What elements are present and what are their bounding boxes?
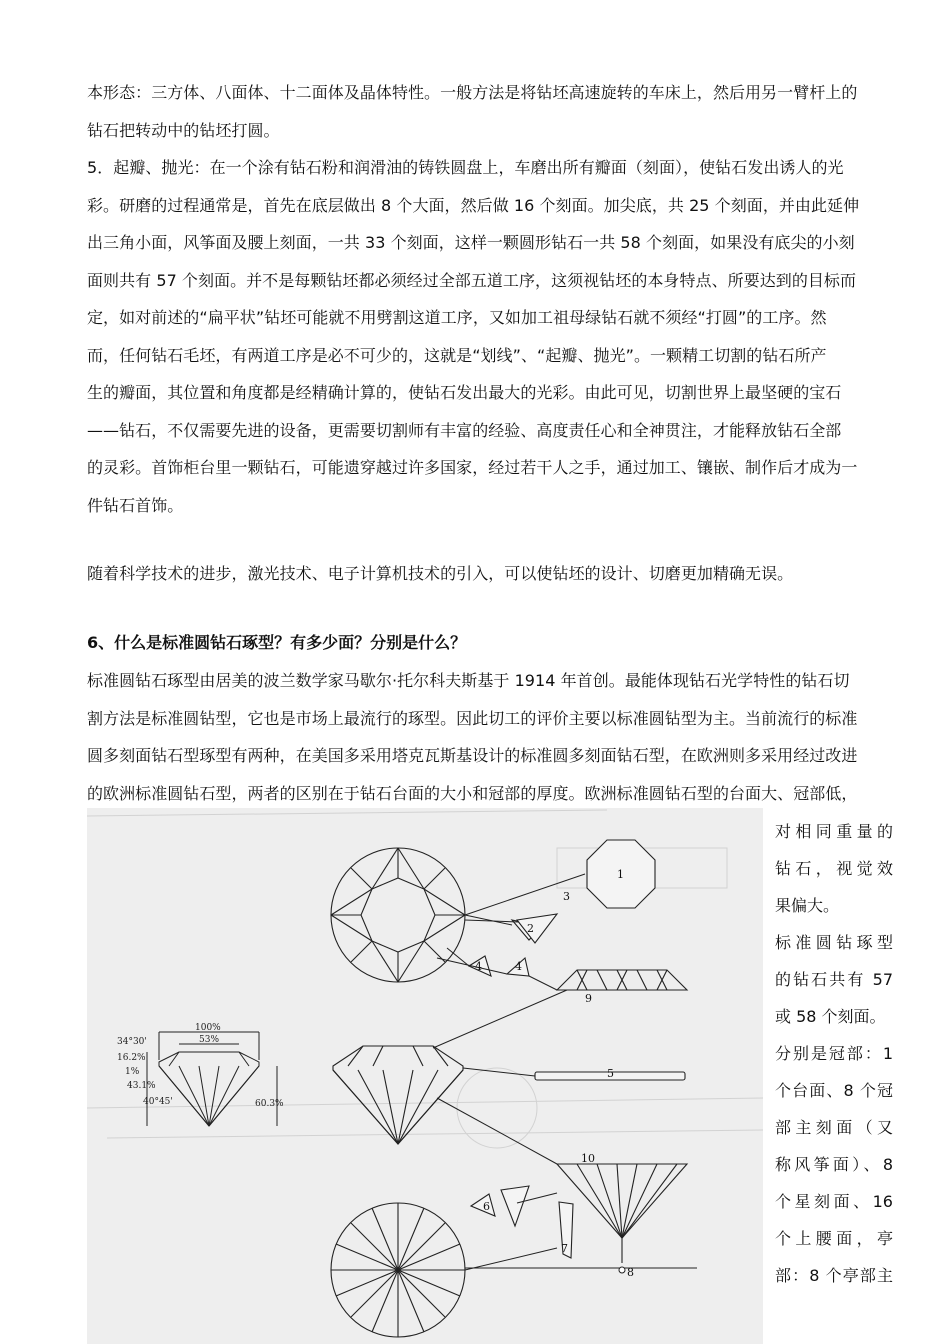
text-line: 果偏大。 xyxy=(775,896,840,915)
text-line: ——钻石，不仅需要先进的设备，更需要切割师有丰富的经验、高度责任心和全神贯注，才能释放钻石全部 xyxy=(87,420,842,440)
text-line: 称风筝面）、8 xyxy=(775,1155,893,1174)
label-step-4a: 4 xyxy=(475,960,482,973)
text-line: 个上腰面，亭 xyxy=(775,1229,893,1248)
label-crown-height: 16.2% xyxy=(117,1053,146,1063)
side-text-column xyxy=(775,813,893,1294)
label-crown-angle: 34°30' xyxy=(117,1037,147,1047)
label-step-4b: 4 xyxy=(515,960,522,973)
text-line: 而，任何钻石毛坯，有两道工序是必不可少的，这就是“划线”、“起瓣、抛光”。一颗精工切割的钻石所产 xyxy=(87,345,827,365)
text-line: 分别是冠部：1 xyxy=(775,1044,893,1063)
label-step-10: 10 xyxy=(581,1152,595,1165)
text-line: 部主刻面（又 xyxy=(775,1118,893,1137)
diamond-cut-figure xyxy=(87,808,763,1344)
text-line: 出三角小面，风筝面及腰上刻面，一共 33 个刻面，这样一颗圆形钻石一共 58 个刻面，如果没有底尖的小刻 xyxy=(87,233,855,252)
text-line: 面则共有 57 个刻面。并不是每颗钻坯都必须经过全部五道工序，这须视钻坯的本身特点、所要达到的目标而 xyxy=(87,270,857,290)
text-line: 圆多刻面钻石型琢型有两种，在美国多采用塔克瓦斯基设计的标准圆多刻面钻石型，在欧洲则多采用经过改进 xyxy=(87,746,858,765)
section-heading: 6、什么是标准圆钻石琢型？有多少面？分别是什么？ xyxy=(87,633,467,652)
culet-point xyxy=(619,1267,625,1273)
text-line: 5．起瓣、抛光：在一个涂有钻石粉和润滑油的铸铁圆盘上，车磨出所有瓣面（刻面），使钻石发出诱人的光 xyxy=(87,158,844,177)
label-step-1: 1 xyxy=(617,868,624,881)
text-line: 件钻石首饰。 xyxy=(87,495,184,515)
label-step-8: 8 xyxy=(627,1266,634,1279)
text-line: 钻石，视觉效 xyxy=(775,859,893,878)
text-line: 彩。研磨的过程通常是，首先在底层做出 8 个大面，然后做 16 个刻面。加尖底，共 25 个刻面，并由此延伸 xyxy=(87,195,860,215)
label-step-2: 2 xyxy=(527,922,534,935)
text-line: 随着科学技术的进步，激光技术、电子计算机技术的引入，可以使钻坯的设计、切磨更加精确无误。 xyxy=(87,564,794,583)
text-line: 标准圆钻琢型 xyxy=(775,933,893,952)
label-step-3: 3 xyxy=(563,890,570,903)
text-line: 生的瓣面，其位置和角度都是经精确计算的，使钻石发出最大的光彩。由此可见，切割世界上最坚硬的宝石 xyxy=(87,383,842,402)
text-line: 的欧洲标准圆钻石型，两者的区别在于钻石台面的大小和冠部的厚度。欧洲标准圆钻石型的台面大、冠部低， xyxy=(87,783,858,803)
label-total-percent: 60.3% xyxy=(255,1099,284,1109)
text-line: 对相同重量的 xyxy=(775,822,893,841)
label-total-depth: 100% xyxy=(195,1023,221,1033)
label-step-5: 5 xyxy=(607,1067,614,1080)
text-line: 钻石把转动中的钻坯打圆。 xyxy=(87,120,280,140)
text-line: 的灵彩。首饰柜台里一颗钻石，可能遗穿越过许多国家，经过若干人之手，通过加工、镶嵌、制作后才成为一 xyxy=(87,458,858,477)
paragraph-cutting-process xyxy=(87,74,892,524)
label-step-9: 9 xyxy=(585,992,592,1005)
paragraph-technology xyxy=(87,555,892,593)
text-line: 本形态：三方体、八面体、十二面体及晶体特性。一般方法是将钻坯高速旋转的车床上，然后用另一臂杆上的 xyxy=(87,83,858,102)
label-step-6: 6 xyxy=(483,1200,490,1213)
paragraph-round-brilliant xyxy=(87,662,892,812)
label-pavilion-depth: 43.1% xyxy=(127,1081,156,1091)
diamond-diagram xyxy=(87,808,763,1344)
text-line: 或 58 个刻面。 xyxy=(775,1007,886,1026)
text-line: 个星刻面、16 xyxy=(775,1192,893,1211)
label-girdle: 1% xyxy=(125,1067,140,1077)
text-line: 标准圆钻石琢型由居美的波兰数学家马歇尔·托尔科夫斯基于 1914 年首创。最能体现钻石光学特性的钻石切 xyxy=(87,671,850,690)
text-line: 个台面、8 个冠 xyxy=(775,1081,893,1100)
text-line: 部：8 个亭部主 xyxy=(775,1266,893,1285)
label-table-size: 53% xyxy=(199,1035,220,1045)
bottom-view-diamond xyxy=(331,1203,465,1337)
label-pavilion-angle: 40°45' xyxy=(143,1097,173,1107)
label-step-7: 7 xyxy=(561,1242,568,1255)
text-line: 定，如对前述的“扁平状”钻坯可能就不用劈割这道工序，又如加工祖母绿钻石就不须经“打圆”的工序。然 xyxy=(87,308,827,327)
text-line: 的钻石共有 57 xyxy=(775,970,893,989)
text-line: 割方法是标准圆钻型，它也是市场上最流行的琢型。因此切工的评价主要以标准圆钻型为主。当前流行的标准 xyxy=(87,708,858,728)
